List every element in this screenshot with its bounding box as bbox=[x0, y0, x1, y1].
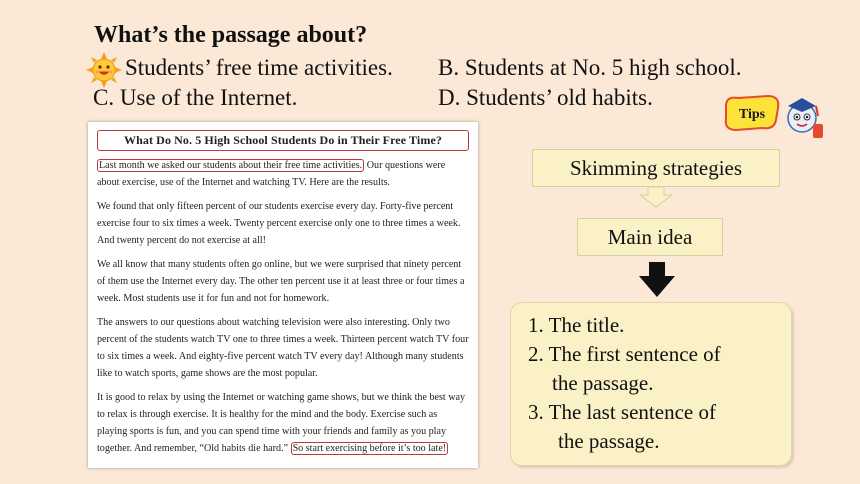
step-2-line-1: 2. The first sentence of bbox=[528, 342, 721, 366]
step-3-line-1: 3. The last sentence of bbox=[528, 400, 716, 424]
skimming-strategies-box: Skimming strategies bbox=[532, 149, 780, 187]
passage-title: What Do No. 5 High School Students Do in Their Free Time? bbox=[97, 130, 469, 151]
step-3-line-2: the passage. bbox=[558, 429, 660, 453]
first-sentence-highlight: Last month we asked our students about their free time activities. bbox=[99, 160, 363, 171]
option-b[interactable]: B. Students at No. 5 high school. bbox=[438, 55, 742, 80]
passage-paragraph-3: We all know that many students often go online, but we were surprised that ninety percent of them use the Internet every day. The other ten percent use it at least three or four times a week. Most students use it for fun and not for homework. bbox=[97, 259, 465, 304]
smiling-sun-icon bbox=[86, 52, 122, 88]
passage-paragraph-2: We found that only fifteen percent of our students exercise every day. Forty-five percent exercise four to six times a week. Twenty percent exercise only one to three times a week. And twenty percent do not exercise at all! bbox=[97, 201, 461, 246]
tips-label: Tips bbox=[738, 107, 766, 122]
step-2-line-2: the passage. bbox=[552, 371, 654, 395]
option-d[interactable]: D. Students’ old habits. bbox=[438, 85, 653, 110]
tips-mascot-icon bbox=[718, 86, 830, 142]
passage-paragraph-1: Last month we asked our students about their free time activities. Our questions were about exercise, use of the Internet and watching TV. Here are the results. bbox=[97, 160, 446, 188]
strategy-steps-box bbox=[510, 302, 792, 466]
arrow-down-dark-icon bbox=[638, 262, 676, 298]
option-a[interactable]: Students’ free time activities. bbox=[125, 55, 393, 80]
step-1: 1. The title. bbox=[528, 313, 625, 337]
option-c[interactable]: C. Use of the Internet. bbox=[93, 85, 298, 110]
question-title: What’s the passage about? bbox=[94, 22, 368, 48]
reading-passage bbox=[88, 122, 478, 468]
last-sentence-highlight: So start exercising before it’s too late! bbox=[292, 443, 447, 454]
passage-paragraph-4: The answers to our questions about watching television were also interesting. Only two percent of the students watch TV one to three times a week. Thirteen percent watch TV four to six times a week. And eighty-five percent watch TV every day! Although many students like to watch sports, game shows are the most popular. bbox=[97, 317, 469, 379]
passage-paragraph-5: It is good to relax by using the Internet or watching game shows, but we think the best way to relax is through exercise. It is healthy for the mind and the body. Exercise such as playing sports is fun, and you can spend time with your friends and family as you play together. And remember, “Old habits die hard.” So start exercising before it’s too late! bbox=[97, 392, 466, 454]
main-idea-box: Main idea bbox=[577, 218, 723, 256]
arrow-down-light-icon bbox=[636, 187, 676, 209]
